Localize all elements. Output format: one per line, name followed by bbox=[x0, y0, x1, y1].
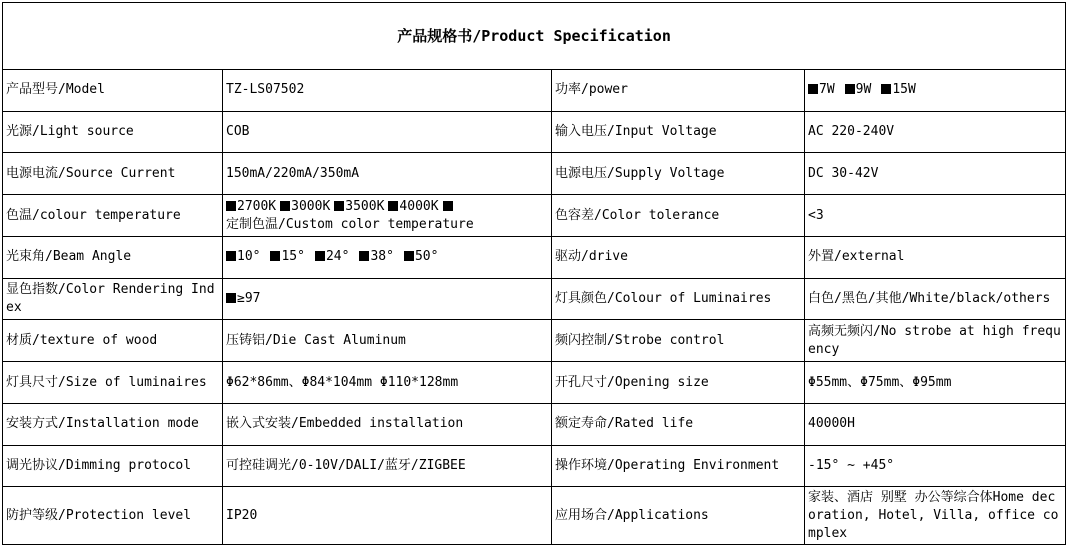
spec-row bbox=[3, 320, 1066, 362]
spec-row bbox=[3, 69, 1066, 111]
checked-square-icon bbox=[226, 251, 236, 261]
spec-value bbox=[805, 69, 1066, 111]
spec-row bbox=[3, 487, 1066, 545]
spec-value: Φ55mm、Φ75mm、Φ95mm bbox=[805, 362, 1066, 404]
spec-label: 产品型号/Model bbox=[3, 69, 223, 111]
checked-square-icon bbox=[359, 251, 369, 261]
checked-square-icon bbox=[315, 251, 325, 261]
spec-value: 高频无频闪/No strobe at high frequency bbox=[805, 320, 1066, 362]
spec-value: AC 220-240V bbox=[805, 111, 1066, 153]
checked-square-icon bbox=[280, 201, 290, 211]
spec-label: 调光协议/Dimming protocol bbox=[3, 445, 223, 487]
spec-value: 外置/external bbox=[805, 236, 1066, 278]
checkbox-option: 7W bbox=[808, 82, 835, 97]
checked-square-icon bbox=[881, 84, 891, 94]
checked-square-icon bbox=[334, 201, 344, 211]
spec-row bbox=[3, 445, 1066, 487]
spec-label: 材质/texture of wood bbox=[3, 320, 223, 362]
checkbox-option: 3500K bbox=[334, 199, 384, 214]
spec-label: 色容差/Color tolerance bbox=[552, 195, 805, 237]
spec-value: 2700K 3000K 3500K 4000K 定制色温/Custom color temperature bbox=[223, 195, 552, 237]
page-title: 产品规格书/Product Specification bbox=[3, 3, 1066, 70]
spec-value: 白色/黑色/其他/White/black/others bbox=[805, 278, 1066, 320]
spec-value: 40000H bbox=[805, 403, 1066, 445]
spec-label: 光束角/Beam Angle bbox=[3, 236, 223, 278]
spec-value bbox=[223, 236, 552, 278]
spec-label: 额定寿命/Rated life bbox=[552, 403, 805, 445]
spec-label: 显色指数/Color Rendering Index bbox=[3, 278, 223, 320]
checkbox-option: 3000K bbox=[280, 199, 330, 214]
checkbox-option: 15W bbox=[881, 82, 915, 97]
spec-label: 防护等级/Protection level bbox=[3, 487, 223, 545]
checkbox-option: 24° bbox=[315, 249, 349, 264]
checkbox-option: ≥97 bbox=[226, 291, 260, 306]
spec-value: Φ62*86mm、Φ84*104mm Φ110*128mm bbox=[223, 362, 552, 404]
spec-row bbox=[3, 278, 1066, 320]
checked-square-icon bbox=[226, 201, 236, 211]
spec-table bbox=[2, 2, 1066, 545]
spec-value: <3 bbox=[805, 195, 1066, 237]
spec-value bbox=[223, 278, 552, 320]
spec-value: 嵌入式安装/Embedded installation bbox=[223, 403, 552, 445]
checked-square-icon bbox=[404, 251, 414, 261]
checked-square-icon bbox=[443, 201, 453, 211]
spec-label: 输入电压/Input Voltage bbox=[552, 111, 805, 153]
checked-square-icon bbox=[226, 293, 236, 303]
spec-label: 安装方式/Installation mode bbox=[3, 403, 223, 445]
spec-label: 灯具颜色/Colour of Luminaires bbox=[552, 278, 805, 320]
spec-value: 可控硅调光/0-10V/DALI/蓝牙/ZIGBEE bbox=[223, 445, 552, 487]
spec-value: IP20 bbox=[223, 487, 552, 545]
spec-label: 功率/power bbox=[552, 69, 805, 111]
checked-square-icon bbox=[808, 84, 818, 94]
spec-row bbox=[3, 362, 1066, 404]
spec-value: 家装、酒店 别墅 办公等综合体Home decoration, Hotel, Villa, office complex bbox=[805, 487, 1066, 545]
spec-row bbox=[3, 236, 1066, 278]
spec-row bbox=[3, 195, 1066, 237]
spec-label: 操作环境/Operating Environment bbox=[552, 445, 805, 487]
spec-label: 电源电流/Source Current bbox=[3, 153, 223, 195]
spec-label: 驱动/drive bbox=[552, 236, 805, 278]
spec-row bbox=[3, 403, 1066, 445]
spec-value: -15° ~ +45° bbox=[805, 445, 1066, 487]
spec-value: TZ-LS07502 bbox=[223, 69, 552, 111]
spec-value: DC 30-42V bbox=[805, 153, 1066, 195]
spec-value: 压铸铝/Die Cast Aluminum bbox=[223, 320, 552, 362]
spec-label: 电源电压/Supply Voltage bbox=[552, 153, 805, 195]
spec-label: 色温/colour temperature bbox=[3, 195, 223, 237]
spec-value: 150mA/220mA/350mA bbox=[223, 153, 552, 195]
checkbox-option: 15° bbox=[270, 249, 304, 264]
spec-row bbox=[3, 111, 1066, 153]
checkbox-option: 38° bbox=[359, 249, 393, 264]
checkbox-option: 50° bbox=[404, 249, 438, 264]
spec-value: COB bbox=[223, 111, 552, 153]
title-row bbox=[3, 3, 1066, 70]
spec-label: 灯具尺寸/Size of luminaires bbox=[3, 362, 223, 404]
checked-square-icon bbox=[270, 251, 280, 261]
spec-row bbox=[3, 153, 1066, 195]
checkbox-option: 10° bbox=[226, 249, 260, 264]
checked-square-icon bbox=[388, 201, 398, 211]
checked-square-icon bbox=[845, 84, 855, 94]
spec-label: 光源/Light source bbox=[3, 111, 223, 153]
spec-label: 开孔尺寸/Opening size bbox=[552, 362, 805, 404]
checkbox-option: 2700K bbox=[226, 199, 276, 214]
checkbox-option: 4000K bbox=[388, 199, 438, 214]
spec-label: 频闪控制/Strobe control bbox=[552, 320, 805, 362]
spec-label: 应用场合/Applications bbox=[552, 487, 805, 545]
checkbox-option: 9W bbox=[845, 82, 872, 97]
